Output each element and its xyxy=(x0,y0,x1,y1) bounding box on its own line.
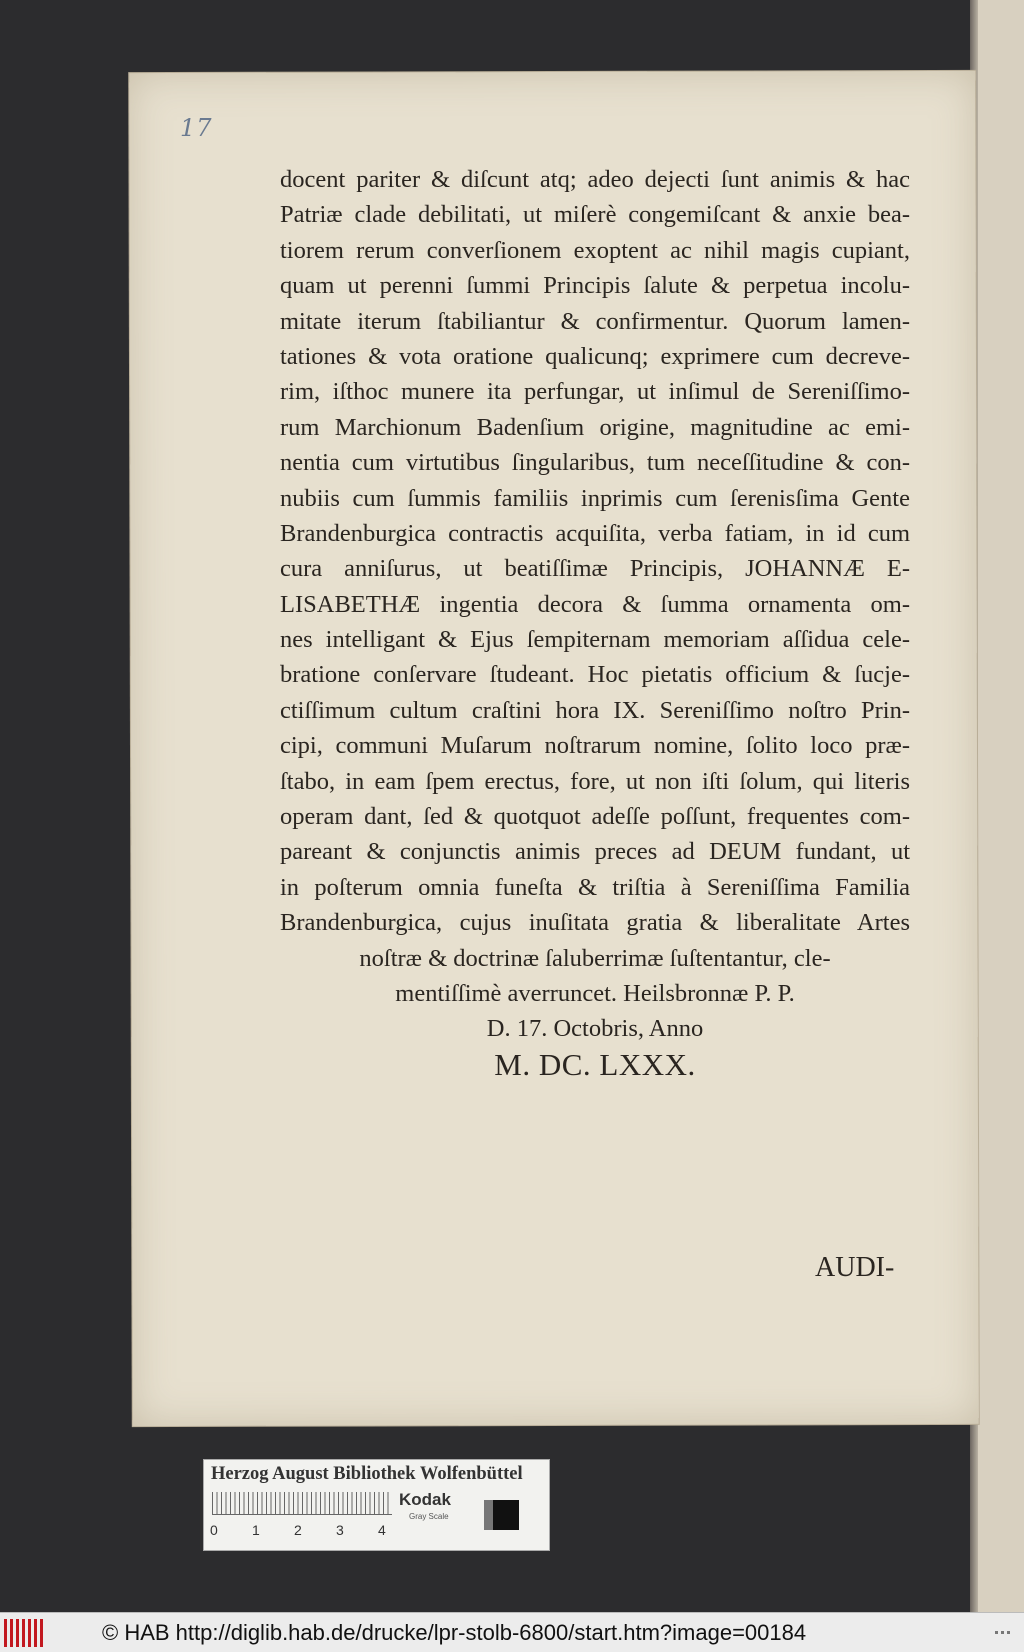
scale-number: 2 xyxy=(294,1522,302,1538)
kodak-logo: Kodak xyxy=(399,1490,451,1509)
more-icon[interactable] xyxy=(995,1631,1011,1634)
text-line: ctiſſimum cultum craſtini hora IX. Sereniſſimo noſtro Prin- xyxy=(280,696,910,724)
body-text xyxy=(280,162,910,1082)
text-line: pareant & conjunctis animis preces ad DEUM fundant, ut xyxy=(280,838,910,866)
hab-logo-icon xyxy=(4,1619,46,1647)
text-line: ſtabo, in eam ſpem erectus, fore, ut non iſti ſolum, qui literis xyxy=(280,767,910,795)
text-line: LISABETHÆ ingentia decora & ſumma ornamenta om- xyxy=(280,590,910,618)
text-line: bratione conſervare ſtudeant. Hoc pietatis officium & ſucje- xyxy=(280,661,910,689)
text-line: tationes & vota oratione qualicunq; exprimere cum decreve- xyxy=(280,342,910,370)
text-line: rum Marchionum Badenſium origine, magnitudine ac emi- xyxy=(280,413,910,441)
date-line: D. 17. Octobris, Anno xyxy=(486,1015,704,1043)
folio-note: 17 xyxy=(180,114,213,142)
text-line: Brandenburgica, cujus inuſitata gratia & liberalitate Artes xyxy=(280,909,910,937)
text-line: cipi, communi Muſarum noſtrarum nomine, ſolito loco præ- xyxy=(280,732,910,760)
gray-swatch xyxy=(484,1500,519,1530)
scale-number: 0 xyxy=(210,1522,218,1538)
library-name: Herzog August Bibliothek Wolfenbüttel xyxy=(211,1464,523,1484)
text-line: noſtræ & doctrinæ ſaluberrimæ ſuſtentantur, cle- xyxy=(359,944,831,972)
text-line: docent pariter & diſcunt atq; adeo dejecti ſunt animis & hac xyxy=(280,166,910,193)
text-line: mitate iterum ſtabiliantur & confirmentur. Quorum lamen- xyxy=(280,307,910,335)
text-line: in poſterum omnia funeſta & triſtia à Sereniſſima Familia xyxy=(280,873,910,901)
text-line: Brandenburgica contractis acquiſita, verba fatiam, in id cum xyxy=(280,519,910,547)
scale-number: 4 xyxy=(378,1522,386,1538)
footer-bar xyxy=(0,1612,1024,1652)
text-line: nentia cum virtutibus ſingularibus, tum neceſſitudine & con- xyxy=(280,449,910,477)
copyright-url[interactable]: © HAB http://diglib.hab.de/drucke/lpr-stolb-6800/start.htm?image=00184 xyxy=(102,1620,807,1645)
catchword: AUDI- xyxy=(815,1252,895,1283)
gray-scale-label: Gray Scale xyxy=(409,1512,449,1521)
text-line: tiorem rerum converſionem exoptent ac nihil magis cupiant, xyxy=(280,236,910,264)
text-line: operam dant, ſed & quotquot adeſſe poſſunt, frequentes com- xyxy=(280,803,910,831)
show-through-text xyxy=(290,1085,910,1221)
year-line: M. DC. LXXX. xyxy=(494,1046,696,1082)
color-card xyxy=(203,1459,550,1551)
scale-ruler xyxy=(212,1492,392,1515)
text-line: nes intelligant & Ejus ſempiternam memoriam aſſidua cele- xyxy=(280,626,910,654)
scale-number: 1 xyxy=(252,1522,260,1538)
text-line: nubiis cum ſummis familiis inprimis cum ſerenisſima Gente xyxy=(280,484,910,512)
scale-number: 3 xyxy=(336,1522,344,1538)
text-line: mentiſſimè averruncet. Heilsbronnæ P. P. xyxy=(395,979,795,1007)
text-line: rim, iſthoc munere ita perfungar, ut inſimul de Sereniſſimo- xyxy=(280,378,910,406)
text-line: quam ut perenni ſummi Principis ſalute & perpetua incolu- xyxy=(280,272,910,300)
text-line: cura anniſurus, ut beatiſſimæ Principis, JOHANNÆ E- xyxy=(280,555,910,583)
text-line: Patriæ clade debilitati, ut miſerè congemiſcant & anxie bea- xyxy=(280,201,910,229)
